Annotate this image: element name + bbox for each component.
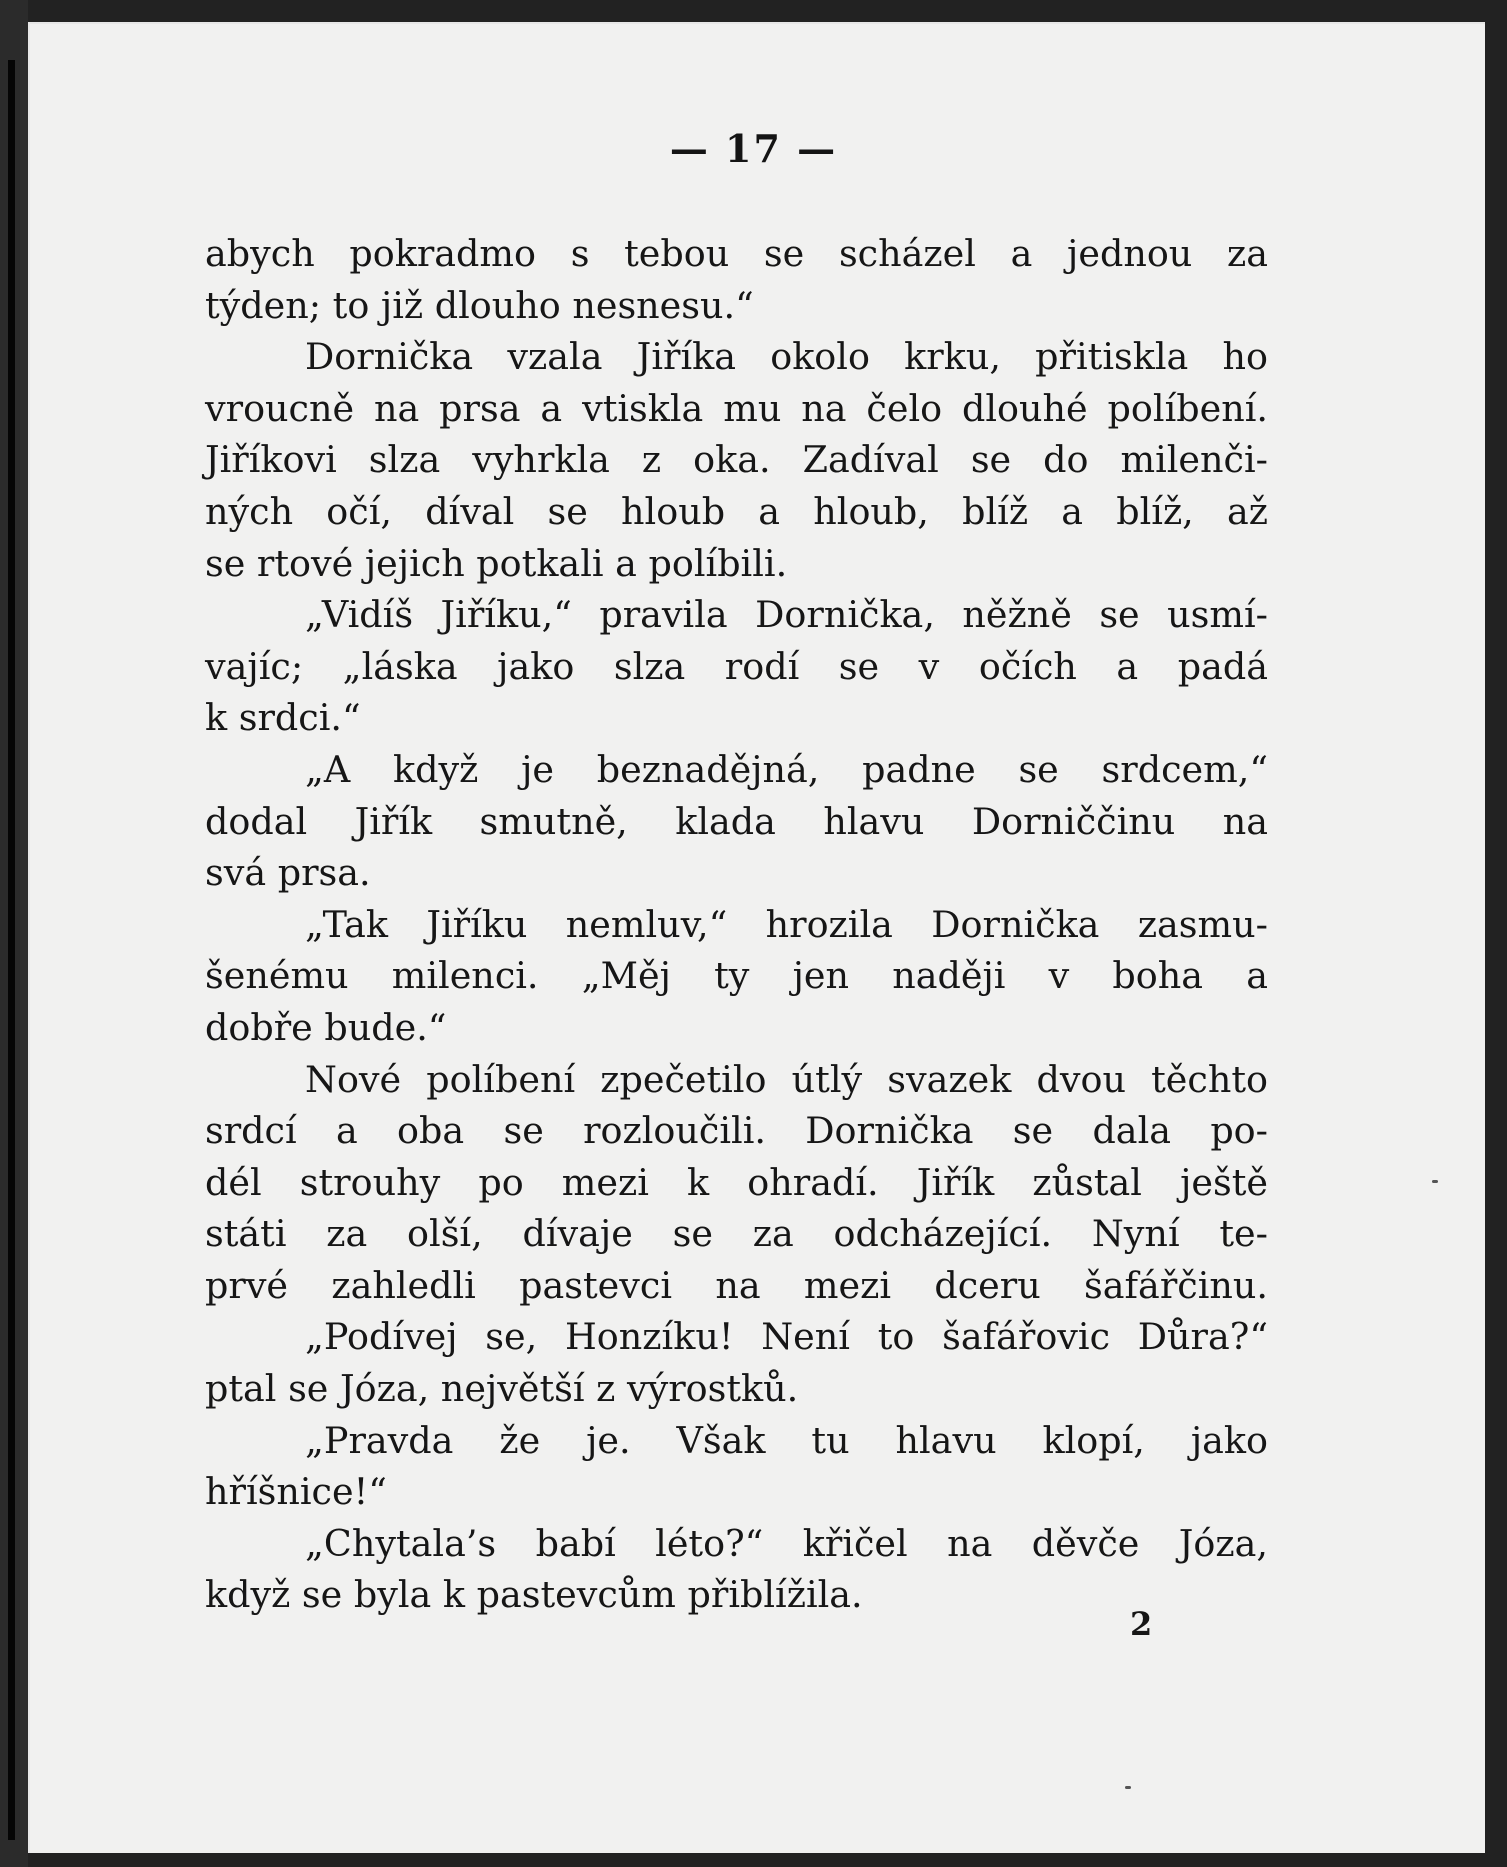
text-line: „Pravda že je. Však tu hlavu klopí, jako — [305, 1418, 1268, 1462]
text-line: vajíc; „láska jako slza rodí se v očích a padá — [205, 644, 1268, 688]
text-line: týden; to již dlouho nesnesu.“ — [205, 283, 754, 327]
text-line: „Vidíš Jiříku,“ pravila Dornička, něžně se usmí- — [305, 593, 1268, 637]
text-line: „A když je beznadějná, padne se srdcem,“ — [305, 747, 1268, 791]
text-line: Jiříkovi slza vyhrkla z oka. Zadíval se do milenči- — [205, 438, 1268, 482]
text-line: když se byla k pastevcům přiblížila. — [205, 1573, 863, 1617]
text-line: dobře bude.“ — [205, 1005, 447, 1049]
text-line: „Podívej se, Honzíku! Není to šafářovic Důra?“ — [305, 1315, 1268, 1359]
signature-mark: 2 — [1130, 1605, 1153, 1643]
text-line: hříšnice!“ — [205, 1470, 387, 1514]
paper-speck — [1125, 1786, 1131, 1789]
scan-top-edge — [0, 0, 1507, 22]
body-text — [205, 228, 1268, 1621]
text-line: prvé zahledli pastevci na mezi dceru šafářčinu. — [205, 1263, 1268, 1307]
text-line: státi za olší, dívaje se za odcházející. Nyní te- — [205, 1212, 1268, 1256]
text-line: Dornička vzala Jiříka okolo krku, přitiskla ho — [305, 335, 1268, 379]
page-number: — 17 — — [669, 126, 838, 171]
text-line: šenému milenci. „Měj ty jen naději v boha a — [205, 954, 1268, 998]
text-line: ptal se Józa, největší z výrostků. — [205, 1367, 799, 1411]
text-line: dél strouhy po mezi k ohradí. Jiřík zůstal ještě — [205, 1160, 1268, 1204]
scan-bottom-edge — [0, 1853, 1507, 1867]
text-line: srdcí a oba se rozloučili. Dornička se dala po- — [205, 1109, 1268, 1153]
text-line: vroucně na prsa a vtiskla mu na čelo dlouhé políbení. — [205, 386, 1268, 430]
text-line: dodal Jiřík smutně, klada hlavu Dorniččinu na — [205, 799, 1268, 843]
text-line: „Tak Jiříku nemluv,“ hrozila Dornička zasmu- — [305, 902, 1268, 946]
text-line: ných očí, díval se hloub a hloub, blíž a blíž, až — [205, 489, 1268, 533]
text-line: svá prsa. — [205, 851, 371, 895]
paper-speck — [1432, 1180, 1438, 1183]
text-line: Nové políbení zpečetilo útlý svazek dvou těchto — [305, 1057, 1268, 1101]
text-line: se rtové jejich potkali a políbili. — [205, 541, 788, 585]
text-line: abych pokradmo s tebou se scházel a jednou za — [205, 232, 1268, 275]
text-line: k srdci.“ — [205, 696, 361, 740]
scan-right-edge — [1485, 0, 1507, 1867]
text-line: „Chytala’s babí léto?“ křičel na děvče Józa, — [305, 1521, 1268, 1565]
scan-binding-edge — [0, 0, 28, 1867]
